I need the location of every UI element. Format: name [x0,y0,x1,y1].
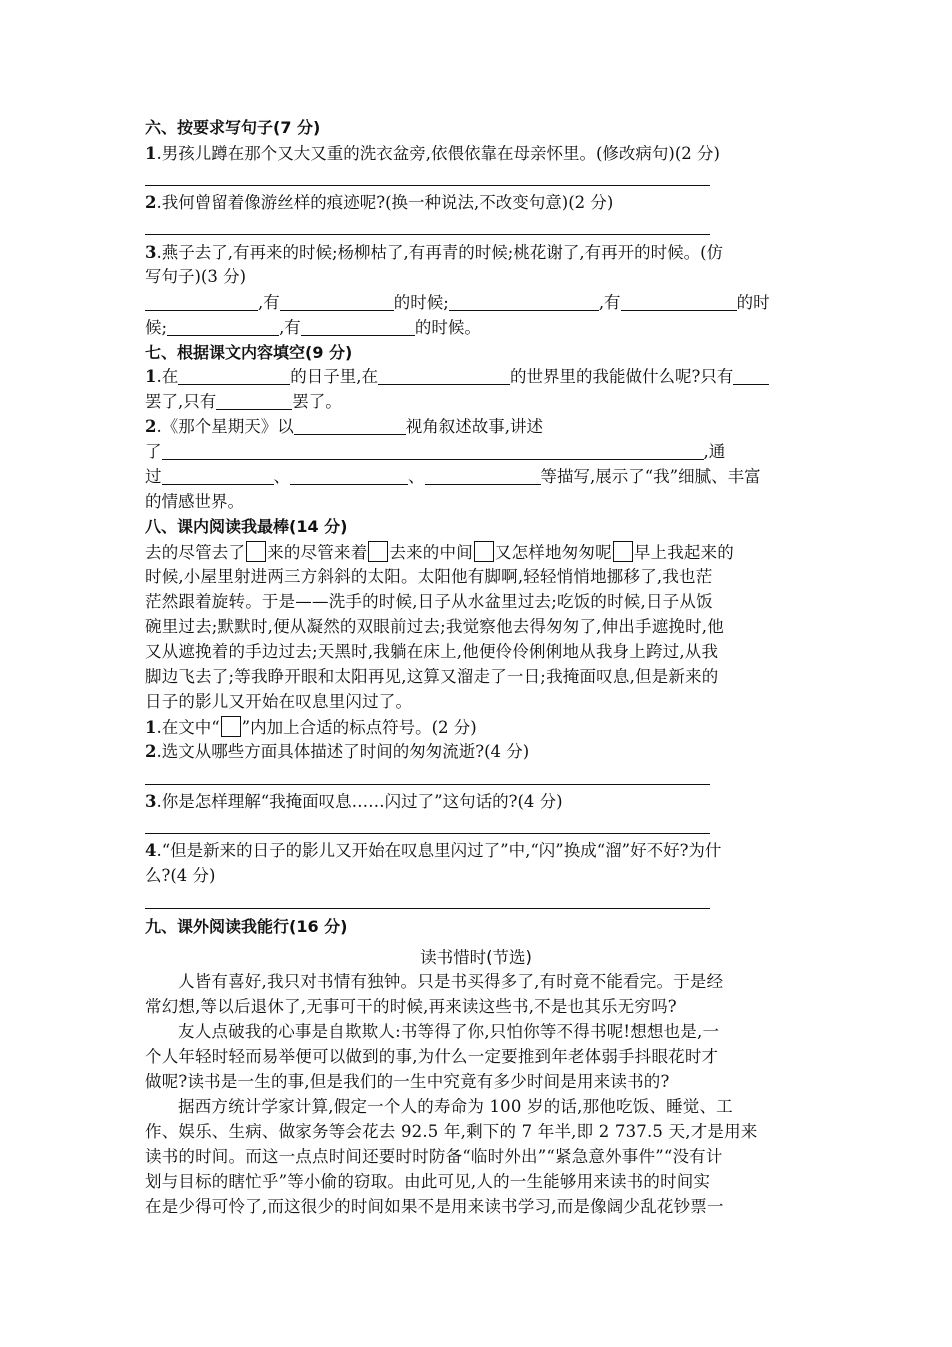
s6-q3-fill-line-1 [145,292,770,314]
q-num: 2 [145,742,157,761]
fill-text: 罢了。 [292,392,342,411]
fill-text: 候; [145,318,168,337]
q-text: 燕子去了,有再来的时候;杨柳枯了,有再青的时候;桃花谢了,有再开的时候。(仿 [161,243,724,262]
blank[interactable] [294,416,406,435]
fill-text: 罢了,只有 [145,392,217,411]
blank[interactable] [216,391,292,410]
fill-text: 、 [273,467,290,486]
s7-question-1-cont [145,391,342,413]
blank[interactable] [301,317,415,336]
fill-text: 的时候。 [414,318,481,337]
q-num: 1 [145,718,157,737]
article-line: 常幻想,等以后退休了,无事可干的时候,再来读这些书,不是也其乐无穷吗? [145,997,677,1016]
s6-question-3: 3.燕子去了,有再来的时候;杨柳枯了,有再青的时候;桃花谢了,有再开的时候。(仿 [145,243,724,262]
s6-question-2: 2.我何曾留着像游丝样的痕迹呢?(换一种说法,不改变句意)(2 分) [145,193,614,212]
fill-text: 的时候; [393,293,449,312]
fill-text: 视角叙述故事,讲述 [405,417,543,436]
blank[interactable] [178,366,290,385]
blank[interactable] [162,441,704,460]
s7-question-2-cont [145,441,725,463]
q-text: 在文中“ [161,718,220,737]
fill-text: 、 [408,467,425,486]
s7-question-2-cont: 的情感世界。 [145,492,244,511]
fill-text: ,通 [703,442,726,461]
blank[interactable] [280,292,394,311]
blank[interactable] [449,292,599,311]
fill-text: 《那个星期天》以 [161,417,294,436]
passage-line: 又从遮挽着的手边过去;天黑时,我躺在床上,他便伶伶俐俐地从我身上跨过,从我 [145,642,719,661]
s8-question-3: 3.你是怎样理解“我掩面叹息……闪过了”这句话的?(4 分) [145,792,563,811]
article-line: 友人点破我的心事是自欺欺人:书等得了你,只怕你等不得书呢!想想也是,一 [178,1022,720,1041]
article-line: 个人年轻时轻而易举便可以做到的事,为什么一定要推到年老体弱手抖眼花时才 [145,1047,719,1066]
s8-question-1: 1.在文中“ ”内加上合适的标点符号。(2 分) [145,718,477,737]
passage-text: 来的尽管来着 [267,543,368,562]
fill-text: ,有 [258,293,280,312]
s8-question-4-cont: 么?(4 分) [145,866,216,885]
s7-question-2: 2.《那个星期天》以 视角叙述故事,讲述 [145,417,543,436]
passage-line: 日子的影儿又开始在叹息里闪过了。 [145,692,413,711]
article-title: 读书惜时(节选) [420,948,532,967]
punctuation-box[interactable] [246,541,266,562]
punctuation-box[interactable] [474,541,494,562]
passage-line: 碗里过去;默默时,便从凝然的双眼前过去;我觉察他去得匆匆了,伸出手遮挽时,他 [145,617,724,636]
s6-question-1: 1.男孩儿蹲在那个又大又重的洗衣盆旁,依偎依靠在母亲怀里。(修改病句)(2 分) [145,144,720,163]
q-num: 1 [145,367,157,386]
passage-text: 去来的中间 [389,543,473,562]
q-text: 你是怎样理解“我掩面叹息……闪过了”这句话的?(4 分) [161,792,563,811]
s7-question-1: 1.在 的日子里,在 的世界里的我能做什么呢?只有 [145,366,769,388]
passage-line [145,541,734,564]
article-line: 读书的时间。而这一点点时间还要时时防备“临时外出”“紧急意外事件”“没有计 [145,1147,723,1166]
fill-text: 的世界里的我能做什么呢?只有 [509,367,734,386]
fill-text: 等描写,展示了“我”细腻、丰富 [540,467,761,486]
article-line: 人皆有喜好,我只对书情有独钟。只是书买得多了,有时竟不能看完。于是经 [178,972,724,991]
article-line: 据西方统计学家计算,假定一个人的寿命为 100 岁的话,那他吃饭、睡觉、工 [178,1097,733,1116]
s6-q3-fill-line-2 [145,317,481,339]
passage-line: 脚边飞去了;等我睁开眼和太阳再见,这算又溜走了一日;我掩面叹息,但是新来的 [145,667,719,686]
s8-question-4: 4.“但是新来的日子的影儿又开始在叹息里闪过了”中,“闪”换成“溜”好不好?为什 [145,841,722,860]
q-num: 3 [145,792,157,811]
q-num: 2 [145,193,157,212]
s6-question-3-cont: 写句子)(3 分) [145,267,247,286]
passage-text: 早上我起来的 [633,543,735,562]
q-text: 男孩儿蹲在那个又大又重的洗衣盆旁,依偎依靠在母亲怀里。(修改病句)(2 分) [161,144,720,163]
blank[interactable] [290,466,408,485]
blank[interactable] [145,292,258,311]
blank[interactable] [167,317,279,336]
article-line: 在是少得可怜了,而这很少的时间如果不是用来读书学习,而是像阔少乱花钞票一 [145,1197,724,1216]
q-num: 3 [145,243,157,262]
answer-line[interactable] [145,784,710,785]
fill-text: 在 [161,367,179,386]
punctuation-box[interactable] [368,541,388,562]
answer-line[interactable] [145,234,710,235]
answer-line[interactable] [145,833,710,834]
article-line: 做呢?读书是一生的事,但是我们的一生中究竟有多少时间是用来读书的? [145,1072,670,1091]
blank[interactable] [425,466,541,485]
section-6-title: 六、按要求写句子(7 分) [145,118,321,137]
blank[interactable] [162,466,274,485]
s7-question-2-cont [145,466,761,488]
blank[interactable] [621,292,737,311]
section-9-title: 九、课外阅读我能行(16 分) [145,917,348,936]
fill-text: ,有 [598,293,621,312]
punctuation-box[interactable] [613,541,633,562]
passage-text: 又怎样地匆匆呢 [494,543,612,562]
q-num: 4 [145,841,157,860]
q-num: 2 [145,417,157,436]
passage-text: 去的尽管去了 [145,543,246,562]
q-num: 1 [145,144,157,163]
blank[interactable] [378,366,510,385]
article-line: 作、娱乐、生病、做家务等会花去 92.5 年,剩下的 7 年半,即 2 737.5 天,才是用来 [145,1122,758,1141]
answer-line[interactable] [145,185,710,186]
blank[interactable] [733,366,769,385]
fill-text: ,有 [279,318,301,337]
fill-text: 的日子里,在 [290,367,378,386]
answer-line[interactable] [145,908,710,909]
passage-line: 茫然跟着旋转。于是——洗手的时候,日子从水盆里过去;吃饭的时候,日子从饭 [145,592,713,611]
section-8-title: 八、课内阅读我最棒(14 分) [145,517,348,536]
q-text: 选文从哪些方面具体描述了时间的匆匆流逝?(4 分) [161,742,530,761]
fill-text: 了 [145,442,162,461]
fill-text: 的时 [736,293,770,312]
fill-text: 过 [145,467,162,486]
q-text: 我何曾留着像游丝样的痕迹呢?(换一种说法,不改变句意)(2 分) [161,193,614,212]
passage-line: 时候,小屋里射进两三方斜斜的太阳。太阳他有脚啊,轻轻悄悄地挪移了,我也茫 [145,567,713,586]
article-line: 划与目标的瞎忙乎”等小偷的窃取。由此可见,人的一生能够用来读书的时间实 [145,1172,711,1191]
q-text: “但是新来的日子的影儿又开始在叹息里闪过了”中,“闪”换成“溜”好不好?为什 [161,841,722,860]
q-text: ”内加上合适的标点符号。(2 分) [241,718,477,737]
punctuation-box-sample [221,716,241,737]
s8-question-2: 2.选文从哪些方面具体描述了时间的匆匆流逝?(4 分) [145,742,530,761]
section-7-title: 七、根据课文内容填空(9 分) [145,343,353,362]
